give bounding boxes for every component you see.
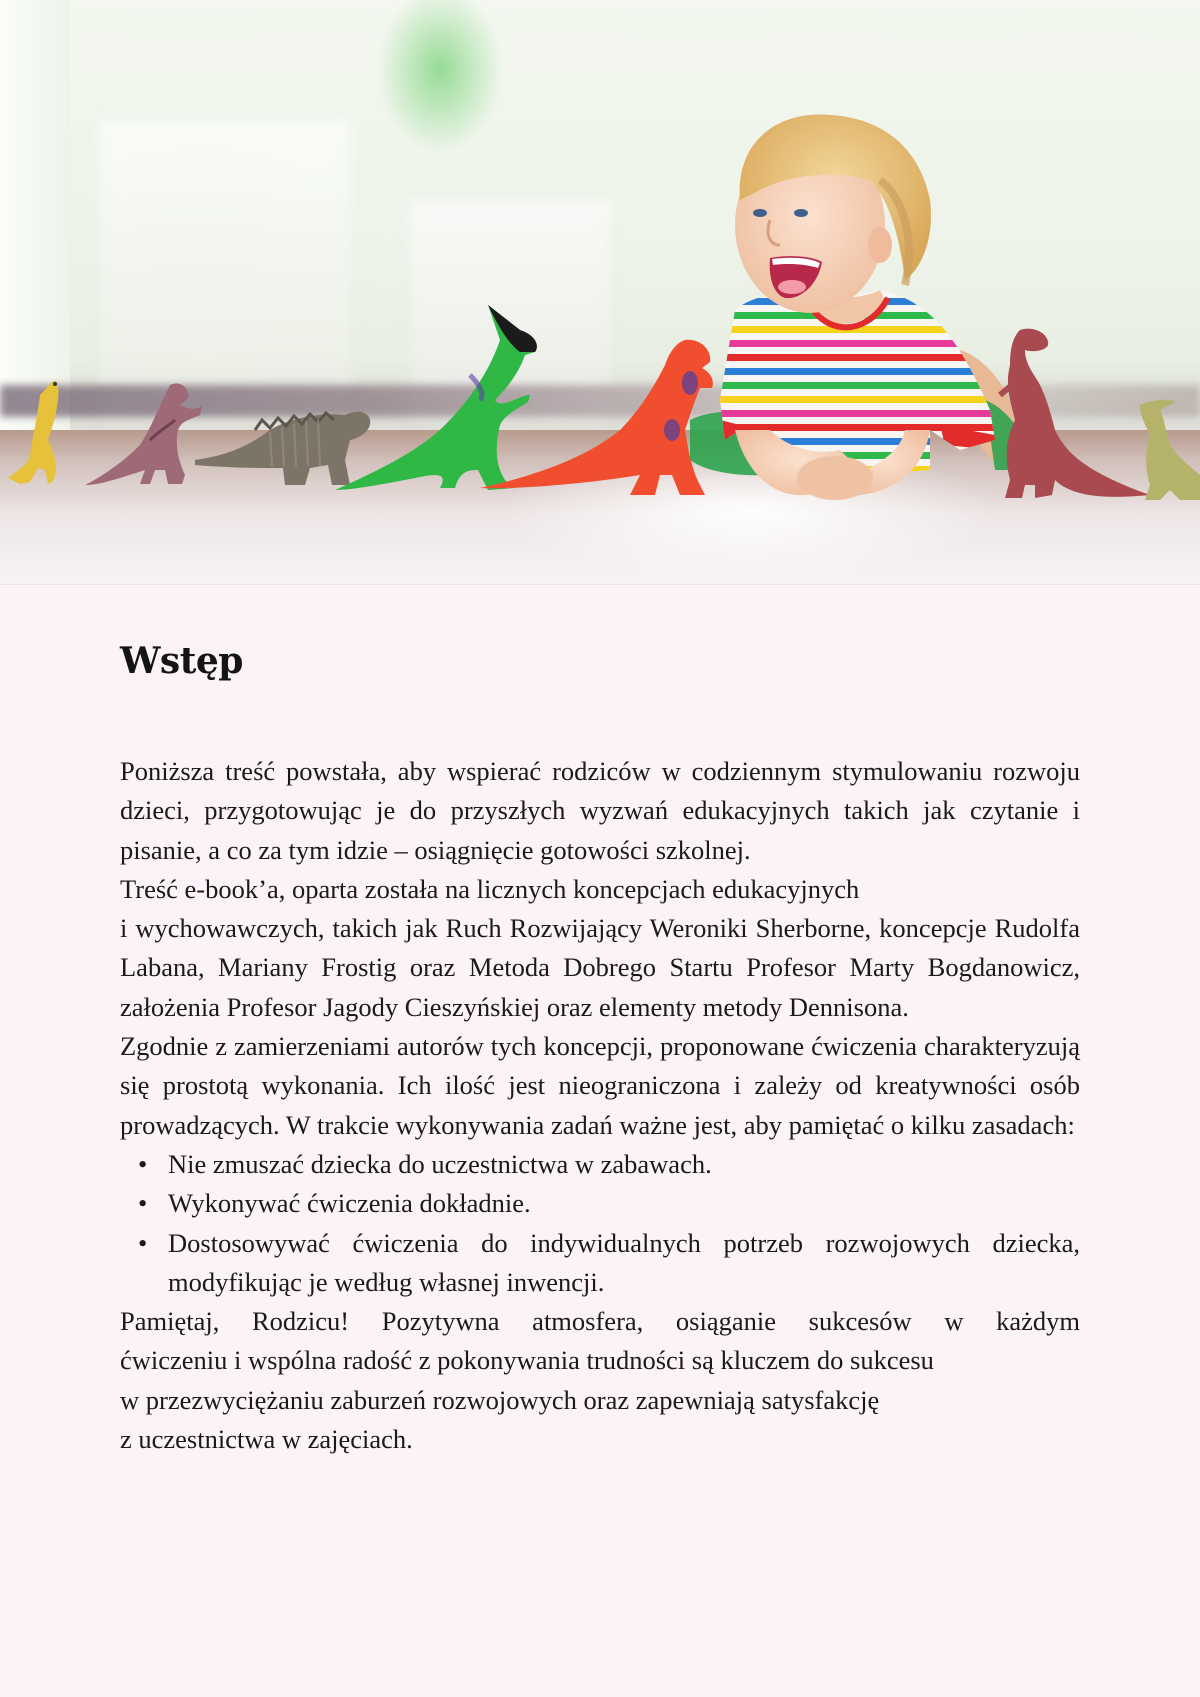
photo-illustration [0,0,1200,585]
dinosaur-green [335,305,537,490]
list-item-text: Wykonywać ćwiczenia dokładnie. [168,1188,531,1219]
closing-line-3: w przezwyciężaniu zaburzeń rozwojowych oraz zapewniają satysfakcję [120,1384,880,1415]
bullet-icon: • [138,1148,148,1179]
child-hands [797,456,873,500]
photo-bottom-edge [0,584,1200,585]
body-text [120,752,1080,1459]
dinosaur-maroon [1000,329,1150,498]
hero-photo [0,0,1200,585]
child [690,114,1030,500]
page-title: Wstęp [120,640,243,682]
bullet-icon: • [138,1227,148,1258]
list-item [120,1184,1080,1223]
document-content [120,640,1080,1459]
child-eye-right [794,209,808,217]
child-eye-left [753,209,767,217]
closing-line-2: ćwiczeniu i wspólna radość z pokonywania trudności są kluczem do sukcesu [120,1345,934,1376]
dinosaur-yellow [8,381,58,484]
list-item-text: Nie zmuszać dziecka do uczestnictwa w zabawach. [168,1148,712,1179]
list-item [120,1224,1080,1303]
closing-line-4: z uczestnictwa w zajęciach. [120,1424,413,1455]
dinosaur-brown [195,412,370,485]
paragraph-intro: Poniższa treść powstała, aby wspierać rodziców w codziennym stymulowaniu rozwoju dzieci, przygotowując je do przyszłych wyzwań edukacyjnych takich jak czytanie i pisanie, a co za tym idzie – osiągnięcie gotowości szkolnej. [120,756,1080,865]
list-item-text: Dostosowywać ćwiczenia do indywidualnych potrzeb rozwojowych dziecka, modyfikując je według własnej inwencji. [168,1227,1080,1297]
dinosaur-purple [85,383,202,485]
dinosaur-olive [1140,400,1200,500]
bullet-icon: • [138,1188,148,1219]
paragraph-sources: i wychowawczych, takich jak Ruch Rozwijający Weroniki Sherborne, koncepcje Rudolfa Labana, Mariany Frostig oraz Metoda Dobrego Startu Profesor Marty Bogdanowicz, założenia Profesor Jagody Cieszyńskiej oraz elementy metody Dennisona. [120,913,1080,1022]
paragraph-sources-line-1: Treść e-book’a, oparta została na licznych koncepcjach edukacyjnych [120,873,860,904]
closing-line-1: Pamiętaj, Rodzicu! Pozytywna atmosfera, osiąganie sukcesów w każdym [120,1306,1080,1337]
principles-list [120,1145,1080,1302]
list-item [120,1145,1080,1184]
paragraph-principles: Zgodnie z zamierzeniami autorów tych koncepcji, proponowane ćwiczenia charakteryzują się prostotą wykonania. Ich ilość jest nieograniczona i zależy od kreatywności osób prowadzących. W trakcie wykonywania zadań ważne jest, aby pamiętać o kilku zasadach: [120,1031,1080,1140]
